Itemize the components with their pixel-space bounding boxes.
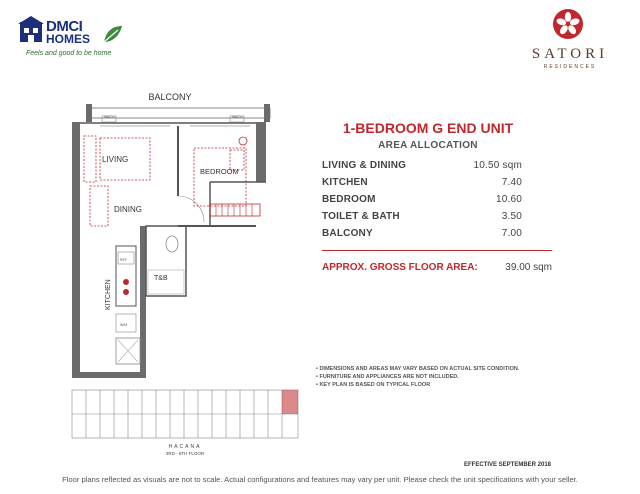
sakura-flower-icon	[552, 8, 584, 40]
area-value: 7.00	[501, 228, 522, 239]
key-plan-floor: 3RD - 6TH FLOOR	[165, 451, 205, 456]
unit-floor-plan	[60, 86, 280, 386]
plan-label-ref: REF	[120, 258, 127, 262]
dmci-brand-line2: HOMES	[46, 32, 91, 46]
gross-floor-area-value: 39.00 sqm	[505, 262, 552, 273]
wall-bottom	[72, 372, 146, 378]
gross-floor-area-label: APPROX. GROSS FLOOR AREA:	[322, 262, 478, 273]
key-plan-diagram	[70, 384, 300, 444]
plan-label-living: LIVING	[102, 155, 129, 164]
satori-residences-logo	[520, 8, 620, 78]
wall-kitchen	[140, 226, 146, 376]
area-label: BEDROOM	[322, 194, 376, 205]
unit-title: 1-BEDROOM G END UNIT	[342, 120, 514, 136]
dmci-homes-logo	[18, 16, 138, 64]
effective-date: EFFECTIVE SEPTEMBER 2018	[464, 462, 552, 468]
disclaimer-text: Floor plans reflected as visuals are not to scale. Actual configurations and features may vary per unit. Please check the unit specifications with your seller.	[62, 475, 578, 484]
area-value: 10.60	[495, 194, 522, 205]
plan-label-wacu-right: WACU	[232, 115, 243, 119]
dmci-tagline: Feels and good to be home	[26, 50, 112, 57]
dmci-brand-line1: DMCI	[46, 18, 83, 35]
note-furniture: • FURNITURE AND APPLIANCES ARE NOT INCLUDED.	[316, 374, 459, 380]
area-label: LIVING & DINING	[322, 160, 407, 171]
plan-label-wm: W/M	[120, 323, 128, 327]
area-value: 7.40	[501, 177, 522, 188]
plan-label-wacu-left: WACU	[104, 115, 115, 119]
balcony-wall-right	[264, 104, 270, 122]
satori-subtitle: RESIDENCES	[543, 64, 597, 70]
area-row-kitchen	[322, 177, 552, 191]
wall-left	[72, 122, 80, 372]
area-row-toilet-bath	[322, 211, 552, 225]
dmci-leaf-icon	[100, 22, 126, 48]
balcony-wall-left	[86, 104, 92, 122]
satori-name: SATORI	[531, 46, 609, 62]
plan-label-balcony: BALCONY	[148, 92, 192, 102]
area-row-living-dining	[322, 160, 552, 174]
area-row-balcony	[322, 228, 552, 242]
key-plan-name: HACANA	[168, 444, 202, 450]
plan-label-bedroom: BEDROOM	[200, 167, 239, 176]
area-allocation-heading: AREA ALLOCATION	[378, 140, 478, 151]
area-label: BALCONY	[322, 228, 373, 239]
area-row-bedroom	[322, 194, 552, 208]
key-plan-unit-highlight	[282, 390, 298, 414]
note-dimensions: • DIMENSIONS AND AREAS MAY VARY BASED ON ACTUAL SITE CONDITION.	[316, 366, 520, 372]
plan-label-dining: DINING	[114, 205, 142, 214]
dmci-house-icon	[18, 16, 44, 44]
plan-label-kitchen: KITCHEN	[105, 279, 112, 310]
area-value: 10.50 sqm	[473, 160, 522, 171]
area-value: 3.50	[501, 211, 522, 222]
note-keyplan: • KEY PLAN IS BASED ON TYPICAL FLOOR	[316, 382, 431, 388]
plan-label-tb: T&B	[154, 275, 168, 282]
section-divider	[322, 250, 552, 251]
area-label: TOILET & BATH	[322, 211, 400, 222]
balcony-railing	[90, 108, 270, 118]
wall-right-upper	[256, 122, 266, 182]
area-label: KITCHEN	[322, 177, 368, 188]
